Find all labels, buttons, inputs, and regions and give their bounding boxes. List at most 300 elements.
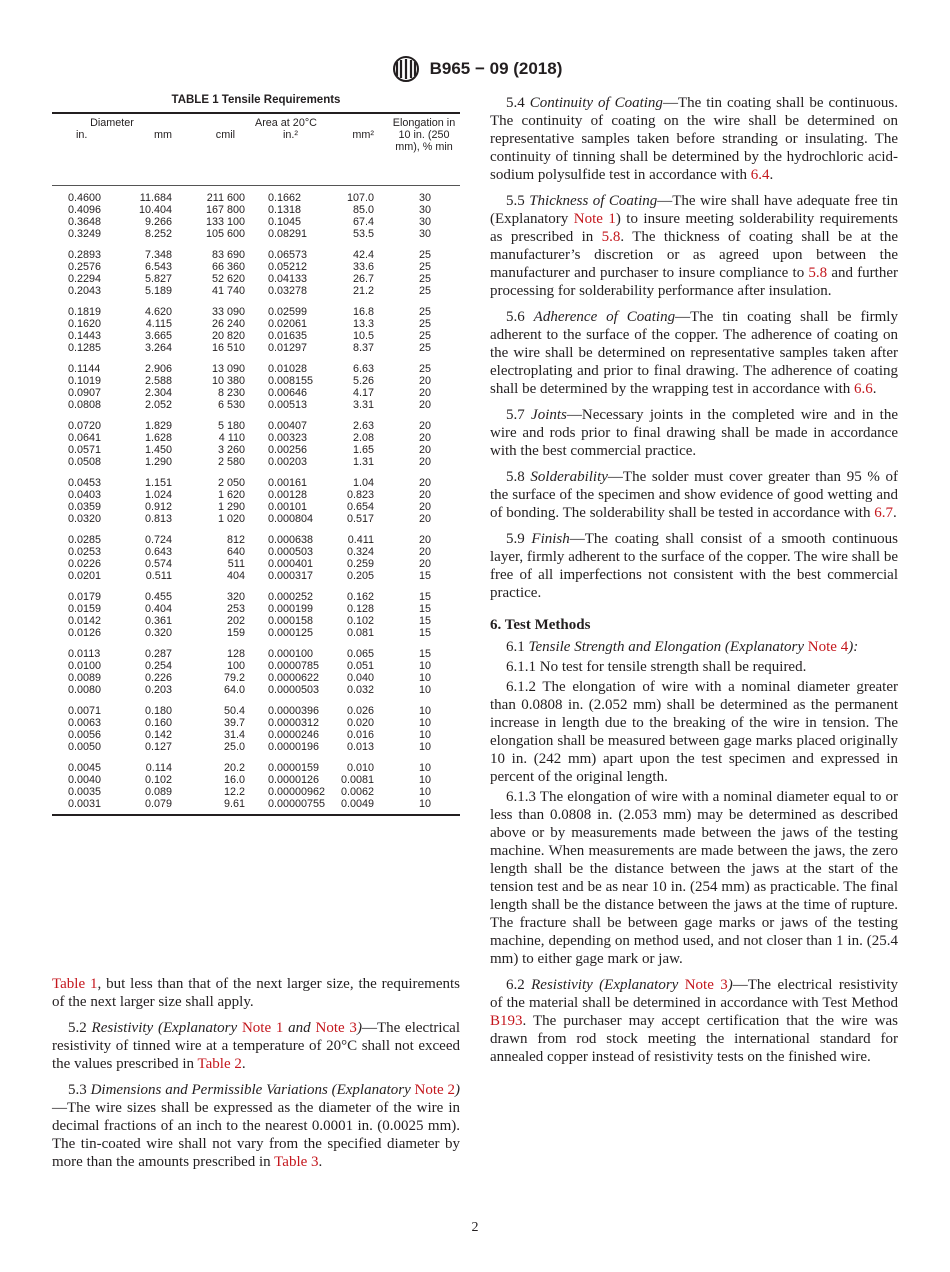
table-cell: 0.361 (144, 614, 172, 627)
body-text: —Necessary joints in the completed wire and in the wire and rods prior to final drawing shall be made in accordance with the best commercial practice. (490, 407, 898, 459)
table-cell: 0.226 (144, 671, 172, 684)
table-cell: 0.0453 (68, 476, 102, 489)
table-cell: 0.128 (346, 602, 374, 615)
table-row (52, 501, 460, 513)
table-row (52, 456, 460, 468)
table-cell: 0.127 (144, 740, 172, 753)
table-cell: 0.912 (144, 500, 172, 513)
table-cell: 25 (418, 317, 431, 330)
table-cell: 25 (418, 260, 431, 273)
table-cell: 100 (226, 659, 245, 672)
table-row (52, 468, 460, 489)
table-cell: 10 (418, 659, 431, 672)
table-cell: 0.2893 (68, 248, 102, 261)
table-row (52, 489, 460, 501)
table-cell: 0.142 (144, 728, 172, 741)
body-text: 5.8 (506, 469, 531, 485)
table-cell: 1.151 (144, 476, 172, 489)
table-cell: 20 (418, 476, 431, 489)
table-cell: 0.0359 (68, 500, 102, 513)
table-row (52, 753, 460, 774)
table-cell: 1.65 (352, 443, 374, 456)
italic-title-text: Continuity of Coating (529, 95, 663, 111)
table-cell: 1.290 (144, 455, 172, 468)
table-cell: 812 (226, 533, 245, 546)
table-cell: 8 230 (217, 386, 245, 399)
table-cell: 211 600 (206, 191, 245, 204)
table-row (52, 546, 460, 558)
italic-title-text: Solderability (530, 469, 608, 485)
italic-title-text: Resistivity (Explanatory (531, 977, 685, 993)
table-cell: 0.0000312 (268, 716, 320, 729)
left-column-text (52, 975, 460, 1179)
body-text: 6.1.3 The elongation of wire with a nominal diameter equal to or less than 0.0808 in. (2.053 mm) may be determined as described above or by measurements made between the jaws of the testing machine. When measurements are made between the jaws, the zero length shall be the distance between the jaws at the start of the tension test and be as near 10 in. (254 mm) as practicable. The final length shall be the distance between the jaws at the time of rupture. The fracture shall be between gage marks or jaws of the testing machine, depending on method used, and not closer than 1 in. (25.4 mm) to either gage mark or jaw. (490, 789, 898, 967)
table-cell: 0.051 (346, 659, 374, 672)
table-row (52, 672, 460, 684)
table-cell: 1.450 (144, 443, 172, 456)
table-cell: 0.000252 (268, 590, 314, 603)
table-cell: 10 380 (211, 374, 245, 387)
body-text: . (872, 381, 877, 397)
table-cell: 0.0049 (340, 797, 374, 810)
table-cell: 20 (418, 398, 431, 411)
table-cell: 0.013 (346, 740, 374, 753)
table-cell: 0.114 (145, 761, 172, 774)
table-row (52, 558, 460, 570)
table-row (52, 399, 460, 411)
table-cell: 0.0000159 (268, 761, 320, 774)
table-cell: 320 (226, 590, 245, 603)
table-cell: 0.00323 (268, 431, 308, 444)
table-cell: 0.411 (347, 533, 374, 546)
italic-title-text: Adherence of Coating (533, 309, 676, 325)
table-cell: 0.3648 (68, 215, 102, 228)
table-row (52, 798, 460, 815)
table-cell: 10 (418, 761, 431, 774)
table-cell: 12.2 (223, 785, 245, 798)
table-row (52, 342, 460, 354)
table-row (52, 297, 460, 318)
table-cell: 0.1318 (268, 203, 302, 216)
table-cell: 0.455 (144, 590, 172, 603)
table-cell: 0.0253 (68, 545, 102, 558)
table-row (52, 318, 460, 330)
paragraph (490, 678, 898, 786)
table-cell: 26.7 (352, 272, 374, 285)
cross-reference-link[interactable]: Note 4 (807, 639, 849, 655)
cross-reference-link[interactable]: 6.4 (750, 167, 770, 183)
table-cell: 3.264 (144, 341, 172, 354)
table-cell: 0.01028 (268, 362, 308, 375)
table-cell: 13.3 (352, 317, 374, 330)
table-row (52, 411, 460, 432)
table-cell: 0.01635 (268, 329, 308, 342)
table-cell: 0.0031 (68, 797, 102, 810)
italic-title-text: Thickness of Coating (529, 193, 658, 209)
table-cell: 0.160 (144, 716, 172, 729)
table-cell: 7.348 (144, 248, 172, 261)
table-cell: 0.000317 (268, 569, 314, 582)
paragraph (490, 468, 898, 522)
table-cell: 20 820 (211, 329, 245, 342)
table-cell: 21.2 (352, 284, 374, 297)
table-cell: 0.01297 (268, 341, 308, 354)
table-cell: 3.31 (352, 398, 374, 411)
table-row (52, 387, 460, 399)
paragraph (52, 1019, 460, 1073)
body-text: —The wire shall have adequate free tin (Explanatory (490, 193, 899, 227)
table-cell: 0.203 (144, 683, 172, 696)
table-cell: 16.0 (223, 773, 245, 786)
table-cell: 2 050 (217, 476, 245, 489)
table-cell: 0.089 (144, 785, 172, 798)
table-cell: 0.511 (145, 569, 172, 582)
table-cell: 0.081 (346, 626, 374, 639)
table-cell: 0.000401 (268, 557, 314, 570)
table-row (52, 627, 460, 639)
cross-reference-link[interactable]: B193 (490, 1013, 523, 1029)
table-cell: 0.00161 (268, 476, 308, 489)
astm-logo-icon (388, 56, 424, 82)
table-cell: 39.7 (223, 716, 245, 729)
table-cell: 2 580 (217, 455, 245, 468)
table-cell: 0.320 (144, 626, 172, 639)
body-text: 6.1.2 The elongation of wire with a nominal diameter greater than 0.0808 in. (2.052 mm) shall be determined as the permanent increase in length due to the breaking of the wire in tension. The elongation shall be measured between gage marks placed originally 10 in. (242 mm) apart upon the test specimen and expressed in percent of the original length. (490, 679, 898, 785)
table-cell: 25 (418, 341, 431, 354)
cross-reference-link[interactable]: 5.8 (601, 229, 621, 245)
table-cell: 0.000804 (268, 512, 314, 525)
table-cell: 10 (418, 683, 431, 696)
table-cell: 5.189 (144, 284, 172, 297)
table-cell: 0.0403 (68, 488, 102, 501)
table-cell: 0.0040 (68, 773, 102, 786)
table-cell: 0.04133 (268, 272, 308, 285)
table-cell: 20 (418, 443, 431, 456)
table-cell: 9.61 (223, 797, 245, 810)
body-text: —The electrical resistivity of the material shall be determined in accordance with Test Method (490, 977, 898, 1011)
cross-reference-link[interactable]: 5.8 (808, 265, 828, 281)
table-cell: 0.0000503 (268, 683, 320, 696)
cross-reference-link[interactable]: Table 2 (197, 1056, 242, 1072)
header-mm: mm (154, 129, 172, 141)
table-cell: 3.665 (144, 329, 172, 342)
table-cell: 25 (418, 248, 431, 261)
table-cell: 0.4096 (68, 203, 102, 216)
table-cell: 16 510 (211, 341, 245, 354)
table-cell: 0.0000126 (268, 773, 320, 786)
table-cell: 64.0 (223, 683, 245, 696)
table-cell: 3 260 (217, 443, 245, 456)
table-cell: 0.0000622 (268, 671, 320, 684)
italic-title-text: ) (356, 1020, 362, 1036)
header-mm2: mm² (352, 129, 374, 141)
table-cell: 0.0226 (68, 557, 102, 570)
table-cell: 85.0 (352, 203, 374, 216)
table-cell: 10.404 (138, 203, 172, 216)
table-cell: 0.0035 (68, 785, 102, 798)
table-cell: 0.0000785 (268, 659, 320, 672)
table-row (52, 444, 460, 456)
italic-title-text: and (283, 1020, 316, 1036)
table-cell: 0.654 (346, 500, 374, 513)
table-cell: 0.404 (144, 602, 172, 615)
paragraph (490, 308, 898, 398)
table-cell: 0.000100 (268, 647, 314, 660)
cross-reference-link[interactable]: Note 1 (241, 1020, 284, 1036)
cross-reference-link[interactable]: Note 1 (573, 211, 616, 227)
table-row (52, 684, 460, 696)
table-cell: 0.0045 (68, 761, 102, 774)
table-cell: 0.1144 (68, 362, 101, 375)
table-cell: 50.4 (223, 704, 245, 717)
italic-title-text: Tensile Strength and Elongation (Explanatory (528, 639, 808, 655)
table-cell: 6 530 (217, 398, 245, 411)
cross-reference-link[interactable]: 6.7 (874, 505, 893, 521)
table-cell: 0.180 (144, 704, 172, 717)
table-cell: 0.00513 (268, 398, 308, 411)
table-cell: 253 (226, 602, 245, 615)
body-text: 5.4 (506, 95, 530, 111)
table-cell: 13 090 (211, 362, 245, 375)
table-cell: 0.2294 (68, 272, 102, 285)
paragraph (490, 638, 898, 656)
header-in: in. (76, 129, 88, 141)
italic-title-text: Resistivity (Explanatory (91, 1020, 242, 1036)
table-cell: 0.0179 (68, 590, 102, 603)
header-elongation: Elongation in 10 in. (250 mm), % min (392, 117, 456, 153)
table-row (52, 570, 460, 582)
body-text: 5.5 (506, 193, 530, 209)
table-row (52, 513, 460, 525)
table-cell: 0.0000246 (268, 728, 320, 741)
cross-reference-link[interactable]: Table 1 (52, 976, 98, 992)
table-row (52, 204, 460, 216)
table-cell: 10 (418, 704, 431, 717)
table-row (52, 261, 460, 273)
section-heading: 6. Test Methods (490, 617, 591, 633)
table-cell: 53.5 (352, 227, 374, 240)
body-text: 5.2 (68, 1020, 92, 1036)
table-row (52, 240, 460, 261)
table-cell: 0.0320 (68, 512, 102, 525)
table-cell: 640 (226, 545, 245, 558)
table-cell: 20 (418, 545, 431, 558)
table-cell: 0.254 (144, 659, 172, 672)
table-cell: 0.0063 (68, 716, 102, 729)
table-cell: 15 (418, 602, 431, 615)
table-cell: 20 (418, 488, 431, 501)
table-cell: 4.115 (145, 317, 172, 330)
table-cell: 25 (418, 329, 431, 342)
table-cell: 133 100 (205, 215, 245, 228)
table-cell: 0.02061 (268, 317, 308, 330)
header-in2: in.² (283, 129, 298, 141)
table-cell: 20 (418, 419, 431, 432)
table-cell: 5 180 (217, 419, 245, 432)
table-cell: 0.0808 (68, 398, 102, 411)
table-cell: 5.26 (352, 374, 374, 387)
table-cell: 0.08291 (268, 227, 308, 240)
italic-title-text: Dimensions and Permissible Variations (Explanatory (90, 1082, 415, 1098)
cross-reference-link[interactable]: Note 3 (315, 1020, 357, 1036)
table-cell: 26 240 (211, 317, 245, 330)
table-cell: 30 (418, 203, 431, 216)
table-cell: 25 (418, 305, 431, 318)
table-cell: 0.0113 (68, 647, 101, 660)
table-cell: 0.0907 (68, 386, 102, 399)
table-cell: 41 740 (211, 284, 245, 297)
table-cell: 0.102 (346, 614, 374, 627)
table-row (52, 375, 460, 387)
table-cell: 8.37 (352, 341, 374, 354)
table-cell: 0.02599 (268, 305, 308, 318)
table-cell: 0.574 (144, 557, 172, 570)
table-row (52, 285, 460, 297)
table-cell: 10 (418, 785, 431, 798)
right-column-text (490, 94, 898, 1074)
body-text: ) to insure meeting solderability requirements as prescribed in (490, 211, 898, 245)
table-cell: 1.04 (352, 476, 374, 489)
table-cell: 0.2043 (68, 284, 102, 297)
table-cell: 0.1819 (68, 305, 102, 318)
table-row (52, 741, 460, 753)
italic-title-text: Finish (531, 531, 570, 547)
table-cell: 52 620 (211, 272, 245, 285)
table-cell: 0.0159 (68, 602, 102, 615)
cross-reference-link[interactable]: Table 3 (274, 1154, 319, 1170)
table-cell: 11.684 (139, 191, 172, 204)
table-cell: 0.0089 (68, 671, 102, 684)
table-cell: 2.08 (352, 431, 374, 444)
table-cell: 20 (418, 500, 431, 513)
italic-title-text: ) (455, 1082, 461, 1098)
table-cell: 25 (418, 362, 431, 375)
table-cell: 0.00407 (268, 419, 308, 432)
table-cell: 20 (418, 386, 431, 399)
table-cell: 0.03278 (268, 284, 308, 297)
table-cell: 10 (418, 797, 431, 810)
table-cell: 0.162 (346, 590, 374, 603)
table-cell: 0.0000396 (268, 704, 320, 717)
table-cell: 0.1620 (68, 317, 102, 330)
table-cell: 0.000638 (268, 533, 314, 546)
table-cell: 30 (418, 227, 431, 240)
table-cell: 30 (418, 215, 431, 228)
table-row (52, 774, 460, 786)
table-cell: 0.079 (144, 797, 172, 810)
table-cell: 404 (226, 569, 245, 582)
table-cell: 6.543 (144, 260, 172, 273)
body-text: , but less than that of the next larger size, the requirements of the next larger size shall apply. (52, 976, 460, 1010)
table-row (52, 615, 460, 627)
table-cell: 0.0285 (68, 533, 102, 546)
table-cell: 83 690 (211, 248, 245, 261)
table-cell: 0.040 (346, 671, 374, 684)
table-cell: 31.4 (223, 728, 245, 741)
table-cell: 6.63 (352, 362, 374, 375)
table-cell: 0.0720 (68, 419, 102, 432)
table-cell: 20 (418, 374, 431, 387)
table-cell: 15 (418, 590, 431, 603)
table-cell: 0.010 (346, 761, 374, 774)
table-cell: 20 (418, 512, 431, 525)
table-cell: 5.827 (144, 272, 172, 285)
table-row (52, 660, 460, 672)
table-cell: 0.0081 (340, 773, 374, 786)
table-cell: 0.05212 (268, 260, 308, 273)
table-cell: 0.00101 (268, 500, 308, 513)
table-cell: 1.31 (352, 455, 374, 468)
body-text: —The electrical resistivity of tinned wire at a temperature of 20°C shall not exceed the values prescribed in (52, 1020, 461, 1072)
tensile-requirements-table (52, 112, 460, 816)
table-cell: 1 020 (217, 512, 245, 525)
table-cell: 2.588 (144, 374, 172, 387)
paragraph (490, 788, 898, 968)
standard-designation: B965 − 09 (2018) (429, 59, 563, 78)
body-text: 5.7 (506, 407, 532, 423)
table-cell: 0.823 (346, 488, 374, 501)
cross-reference-link[interactable]: 6.6 (854, 381, 873, 397)
table-row (52, 273, 460, 285)
table-cell: 105 600 (205, 227, 245, 240)
table-cell: 2.63 (352, 419, 374, 432)
page-header (0, 56, 950, 82)
table-cell: 0.0050 (68, 740, 102, 753)
table-cell: 0.3249 (68, 227, 102, 240)
body-text: . (241, 1056, 246, 1072)
table-cell: 0.00128 (268, 488, 308, 501)
table-cell: 0.724 (144, 533, 172, 546)
table-cell: 0.000199 (268, 602, 314, 615)
table-cell: 0.065 (346, 647, 374, 660)
table-cell: 4.17 (352, 386, 374, 399)
table-cell: 67.4 (352, 215, 374, 228)
table-cell: 79.2 (223, 671, 245, 684)
table-cell: 15 (418, 569, 431, 582)
table-cell: 0.205 (346, 569, 374, 582)
body-text: . The thickness of coating shall be at the manufacturer’s discretion or as agreed upon between the manufacturer and purchaser to insure compliance to (490, 229, 898, 281)
table-cell: 0.0071 (68, 704, 102, 717)
table-cell: 25.0 (223, 740, 245, 753)
table-cell: 0.0641 (68, 431, 102, 444)
table-cell: 0.643 (144, 545, 172, 558)
cross-reference-link[interactable]: Note 2 (414, 1082, 456, 1098)
table-cell: 20 (418, 533, 431, 546)
table-cell: 0.0100 (68, 659, 102, 672)
italic-title-text: Joints (531, 407, 567, 423)
table-cell: 0.259 (346, 557, 374, 570)
cross-reference-link[interactable]: Note 3 (684, 977, 728, 993)
body-text: —The solder must cover greater than 95 % of the surface of the specimen and show evidence of good wetting and of bonding. The solderability shall be tested in accordance with (490, 469, 898, 521)
table-cell: 0.016 (346, 728, 374, 741)
table-cell: 0.020 (346, 716, 374, 729)
table-cell: 15 (418, 647, 431, 660)
table-cell: 1.829 (144, 419, 172, 432)
paragraph (490, 192, 898, 300)
table-cell: 4 110 (218, 431, 245, 444)
body-text: —The tin coating shall be firmly adherent to the surface of the copper. The adherence of coating on the wire shall be determined on representative samples taken after electroplating and prior to final drawing. The adherence of coating shall be determined by the wrapping test in accordance with (490, 309, 898, 397)
italic-title-text: ): (848, 639, 859, 655)
table-cell: 10 (418, 728, 431, 741)
table-cell: 66 360 (211, 260, 245, 273)
table-cell: 1.024 (144, 488, 172, 501)
table-row (52, 185, 460, 204)
table-row (52, 432, 460, 444)
table-cell: 0.1019 (68, 374, 102, 387)
table-row (52, 786, 460, 798)
table-row (52, 717, 460, 729)
table-cell: 20 (418, 455, 431, 468)
